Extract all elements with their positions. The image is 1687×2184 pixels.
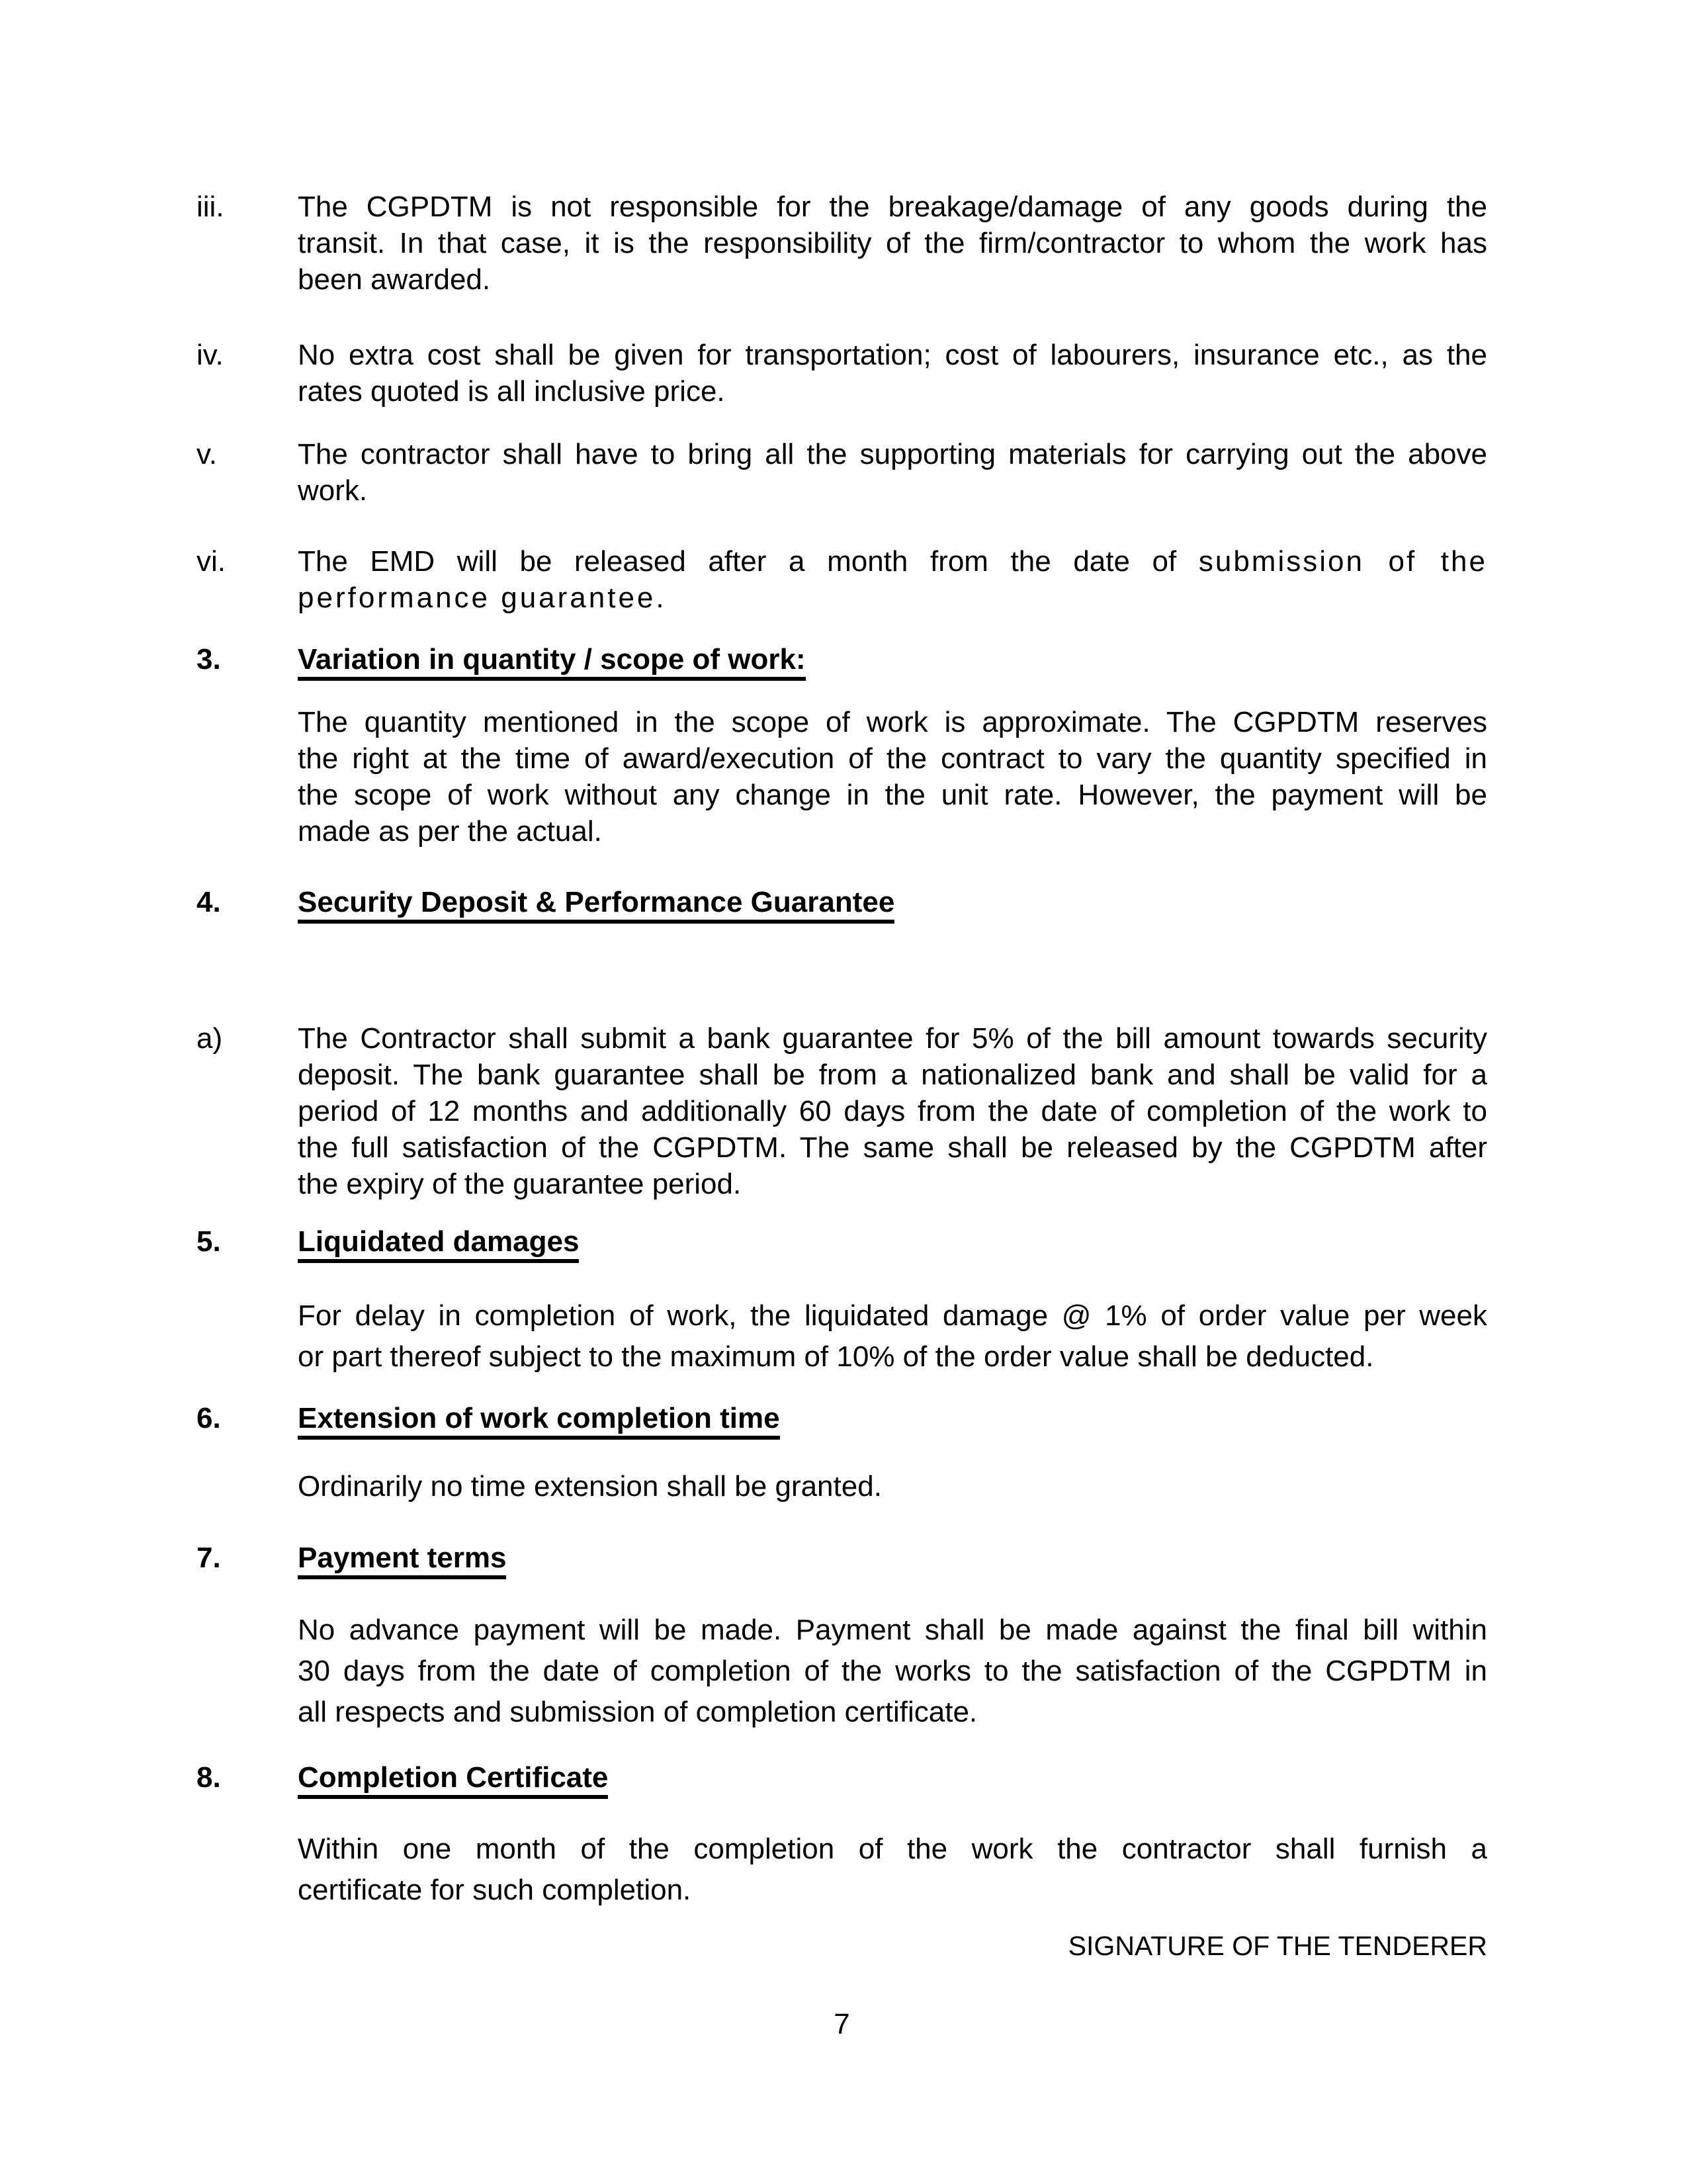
list-item-vi <box>196 543 1487 616</box>
section-8-number: 8. <box>196 1761 221 1794</box>
list-marker-v: v. <box>196 438 217 470</box>
section-5-number: 5. <box>196 1225 221 1258</box>
section-5-heading-text: Liquidated damages <box>298 1225 579 1263</box>
section-6-heading <box>298 1400 1487 1436</box>
text-line: deposit. The bank guarantee shall be from a nationalized bank and shall be valid for a <box>298 1059 1487 1091</box>
section-6-paragraph <box>196 1468 1487 1505</box>
list-marker-iv: iv. <box>196 339 224 371</box>
section-3-heading <box>298 641 1487 677</box>
text-line: the full satisfaction of the CGPDTM. The same shall be released by the CGPDTM after <box>298 1131 1487 1164</box>
section-6-heading-text: Extension of work completion time <box>298 1402 780 1440</box>
text-line: The contractor shall have to bring all the supporting materials for carrying out the above <box>298 438 1487 470</box>
list-item-iv <box>196 337 1487 410</box>
text-line: the scope of work without any change in the unit rate. However, the payment will be <box>298 779 1487 811</box>
section-4-number: 4. <box>196 886 221 918</box>
text-line: The Contractor shall submit a bank guarantee for 5% of the bill amount towards security <box>298 1022 1487 1055</box>
section-5-paragraph-text <box>298 1295 1487 1377</box>
text-line: work. <box>298 474 368 507</box>
section-7-heading <box>298 1540 1487 1576</box>
text-line: rates quoted is all inclusive price. <box>298 375 725 408</box>
section-4-heading <box>298 884 1487 920</box>
text-line: all respects and submission of completion certificate. <box>298 1696 978 1728</box>
section-7-heading-row <box>196 1540 1487 1576</box>
section-4-heading-text: Security Deposit & Performance Guarantee <box>298 886 894 924</box>
section-6-heading-row <box>196 1400 1487 1436</box>
text-line: Within one month of the completion of the work the contractor shall furnish a <box>298 1833 1487 1865</box>
list-item-v-text <box>298 436 1487 509</box>
text-line: or part thereof subject to the maximum of 10% of the order value shall be deducted. <box>298 1340 1374 1373</box>
section-8-paragraph <box>196 1829 1487 1911</box>
text-line: made as per the actual. <box>298 815 602 848</box>
list-item-v <box>196 436 1487 509</box>
list-item-iv-text <box>298 337 1487 410</box>
text-line: Ordinarily no time extension shall be granted. <box>298 1470 882 1503</box>
text-line: The CGPDTM is not responsible for the breakage/damage of any goods during the <box>298 191 1487 223</box>
text-line: 30 days from the date of completion of the works to the satisfaction of the CGPDTM in <box>298 1655 1487 1687</box>
section-5-heading-row <box>196 1223 1487 1260</box>
list-marker-vi: vi. <box>196 545 226 578</box>
section-6-number: 6. <box>196 1402 221 1434</box>
section-7-number: 7. <box>196 1542 221 1574</box>
section-3-heading-text: Variation in quantity / scope of work: <box>298 643 806 681</box>
list-item-vi-text <box>298 543 1487 616</box>
section-8-heading <box>298 1759 1487 1796</box>
page-number: 7 <box>834 2008 850 2040</box>
text-segment-letterspaced: performance guarantee. <box>298 582 667 614</box>
text-line <box>298 543 1487 580</box>
text-line: certificate for such completion. <box>298 1874 691 1906</box>
section-5-heading <box>298 1223 1487 1260</box>
text-line: been awarded. <box>298 263 491 296</box>
section-8-heading-text: Completion Certificate <box>298 1761 608 1799</box>
text-line: No advance payment will be made. Payment shall be made against the final bill within <box>298 1614 1487 1646</box>
section-8-paragraph-text <box>298 1829 1487 1911</box>
text-line <box>298 580 1487 616</box>
text-line: period of 12 months and additionally 60 days from the date of completion of the work to <box>298 1095 1487 1127</box>
section-7-paragraph <box>196 1610 1487 1733</box>
text-line: transit. In that case, it is the responsibility of the firm/contractor to whom the work has <box>298 227 1487 259</box>
section-3-paragraph <box>196 704 1487 850</box>
list-marker-iii: iii. <box>196 191 224 223</box>
text-line: The quantity mentioned in the scope of work is approximate. The CGPDTM reserves <box>298 706 1487 738</box>
section-5-paragraph <box>196 1295 1487 1377</box>
section-3-heading-row <box>196 641 1487 677</box>
text-line: the right at the time of award/execution of the contract to vary the quantity specified in <box>298 742 1487 775</box>
list-item-a <box>196 1020 1487 1202</box>
list-marker-a: a) <box>196 1022 223 1055</box>
text-line: the expiry of the guarantee period. <box>298 1168 742 1200</box>
text-segment: The EMD will be released after a month from the date of <box>298 545 1177 578</box>
section-3-paragraph-text <box>298 704 1487 850</box>
signature-line: SIGNATURE OF THE TENDERER <box>1068 1931 1487 1961</box>
section-3-number: 3. <box>196 643 221 676</box>
section-4-heading-row <box>196 884 1487 920</box>
text-segment-letterspaced: submission of the <box>1198 545 1487 578</box>
list-item-iii <box>196 189 1487 298</box>
list-item-a-text <box>298 1020 1487 1202</box>
section-7-heading-text: Payment terms <box>298 1542 506 1579</box>
text-line: No extra cost shall be given for transportation; cost of labourers, insurance etc., as the <box>298 339 1487 371</box>
section-6-paragraph-text <box>298 1468 1487 1505</box>
section-8-heading-row <box>196 1759 1487 1796</box>
list-item-iii-text <box>298 189 1487 298</box>
section-7-paragraph-text <box>298 1610 1487 1733</box>
text-line: For delay in completion of work, the liquidated damage @ 1% of order value per week <box>298 1299 1487 1332</box>
